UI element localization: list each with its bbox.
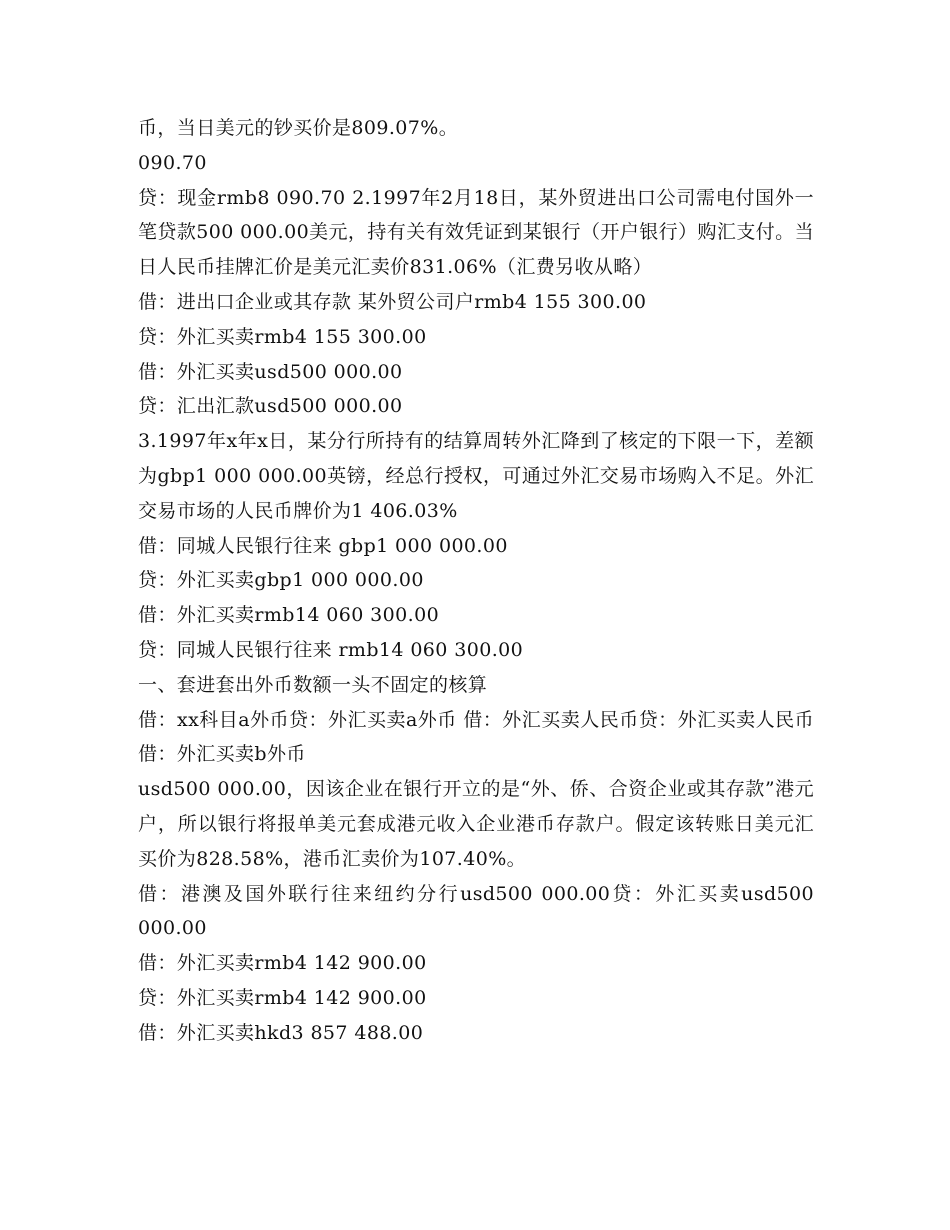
journal-entry: 贷：汇出汇款usd500 000.00 [138,395,403,418]
journal-entry: 借：外汇买卖usd500 000.00 [138,360,403,383]
paragraph: usd500 000.00，因该企业在银行开立的是“外、侨、合资企业或其存款”港元户，所以银行将报单美元套成港元收入企业港币存款户。假定该转账日美元汇买价为828.58%，港币汇卖价为107.40%。 [138,778,814,870]
text-line: 币，当日美元的钞买价是809.07%。 [138,117,459,139]
paragraph: 借：xx科目a外币贷：外汇买卖a外币 借：外汇买卖人民币贷：外汇买卖人民币 借：外汇买卖b外币 [138,708,814,766]
journal-entry: 借：同城人民银行往来 gbp1 000 000.00 [138,534,508,557]
text-line: 090.70 [138,151,207,174]
journal-entry: 借：外汇买卖rmb14 060 300.00 [138,604,440,627]
journal-entry: 贷：同城人民银行往来 rmb14 060 300.00 [138,638,524,661]
paragraph: 贷：现金rmb8 090.70 2.1997年2月18日，某外贸进出口公司需电付国外一笔贷款500 000.00美元，持有关有效凭证到某银行（开户银行）购汇支付。当日人民币挂牌汇价是美元汇卖价831.06%（汇费另收从略） [138,186,814,279]
paragraph: 3.1997年x年x日，某分行所持有的结算周转外汇降到了核定的下限一下，差额为gbp1 000 000.00英镑，经总行授权，可通过外汇交易市场购入不足。外汇交易市场的人民币牌价为1 406.03% [138,430,814,522]
journal-entry: 借：进出口企业或其存款 某外贸公司户rmb4 155 300.00 [138,290,647,313]
section-heading: 一、套进套出外币数额一头不固定的核算 [138,673,488,696]
document-page [138,111,814,1051]
paragraph: 借：港澳及国外联行往来纽约分行usd500 000.00贷：外汇买卖usd500 000.00 [138,882,814,940]
journal-entry: 借：外汇买卖rmb4 142 900.00 [138,952,427,975]
journal-entry: 贷：外汇买卖rmb4 142 900.00 [138,986,427,1009]
journal-entry: 贷：外汇买卖rmb4 155 300.00 [138,325,427,348]
journal-entry: 借：外汇买卖hkd3 857 488.00 [138,1021,424,1044]
journal-entry: 贷：外汇买卖gbp1 000 000.00 [138,569,424,592]
